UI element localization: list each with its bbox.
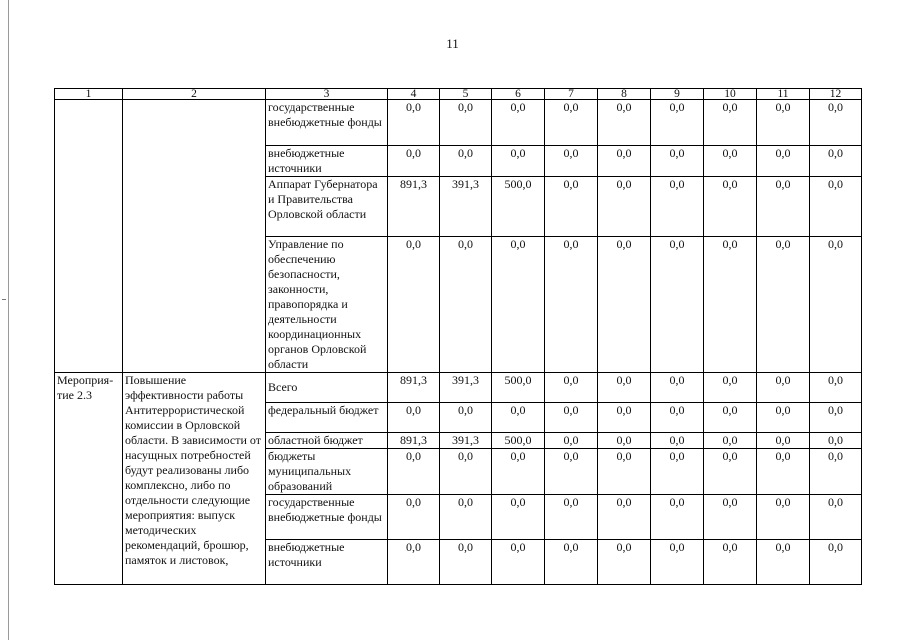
amount-cell: 0,0 [388,449,440,495]
amount-cell: 0,0 [492,449,545,495]
amount-cell: 0,0 [704,100,757,146]
amount-cell: 0,0 [545,495,598,540]
amount-cell: 0,0 [757,433,810,449]
amount-cell: 0,0 [388,100,440,146]
amount-cell: 0,0 [388,495,440,540]
amount-cell: 891,3 [388,177,440,237]
amount-cell: 0,0 [598,237,651,373]
amount-cell: 500,0 [492,373,545,403]
amount-cell: 0,0 [388,146,440,177]
empty-code-cell [55,100,123,373]
amount-cell: 0,0 [492,100,545,146]
column-header: 1 [55,89,123,100]
column-header: 3 [266,89,388,100]
amount-cell: 0,0 [651,540,704,585]
amount-cell: 0,0 [598,495,651,540]
amount-cell: 500,0 [492,433,545,449]
amount-cell: 891,3 [388,433,440,449]
amount-cell: 500,0 [492,177,545,237]
amount-cell: 0,0 [440,449,492,495]
measure-code: Мероприя-тие 2.3 [55,373,123,585]
amount-cell: 0,0 [810,237,862,373]
amount-cell: 0,0 [810,449,862,495]
amount-cell: 891,3 [388,373,440,403]
amount-cell: 391,3 [440,177,492,237]
column-header: 7 [545,89,598,100]
amount-cell: 0,0 [440,540,492,585]
amount-cell: 0,0 [704,373,757,403]
column-header: 11 [757,89,810,100]
amount-cell: 391,3 [440,433,492,449]
amount-cell: 0,0 [545,433,598,449]
budget-table [54,88,862,585]
amount-cell: 0,0 [492,495,545,540]
amount-cell: 0,0 [651,433,704,449]
amount-cell: 0,0 [598,373,651,403]
amount-cell: 0,0 [757,146,810,177]
funding-source: внебюджетные источники [266,146,388,177]
amount-cell: 0,0 [651,495,704,540]
amount-cell: 0,0 [598,100,651,146]
column-header: 12 [810,89,862,100]
amount-cell: 0,0 [598,146,651,177]
amount-cell: 0,0 [810,433,862,449]
amount-cell: 0,0 [704,433,757,449]
amount-cell: 0,0 [810,146,862,177]
amount-cell: 0,0 [545,146,598,177]
table-row [55,100,862,146]
amount-cell: 0,0 [598,403,651,433]
column-header: 5 [440,89,492,100]
funding-source: Аппарат Губернатора и Правительства Орловской области [266,177,388,237]
amount-cell: 0,0 [545,237,598,373]
measure-description: Повышение эффективности работы Антитеррористической комиссии в Орловской области. В зависимости от насущных потребностей будут реализованы либо комплексно, либо по отдельности следующие мероприятия: выпуск методических рекомендаций, брошюр, памяток и листовок, [123,373,266,585]
table-row [55,373,862,403]
amount-cell: 391,3 [440,373,492,403]
page-number: 11 [446,36,459,51]
funding-source: федеральный бюджет [266,403,388,433]
amount-cell: 0,0 [704,540,757,585]
funding-source: Управление по обеспечению безопасности, законности, правопорядка и деятельности координационных органов Орловской области [266,237,388,373]
amount-cell: 0,0 [757,373,810,403]
amount-cell: 0,0 [545,449,598,495]
amount-cell: 0,0 [545,403,598,433]
funding-source: государственные внебюджетные фонды [266,100,388,146]
page-left-edge [8,0,9,640]
amount-cell: 0,0 [440,495,492,540]
funding-source: государственные внебюджетные фонды [266,495,388,540]
funding-source: бюджеты муниципальных образований [266,449,388,495]
amount-cell: 0,0 [757,449,810,495]
amount-cell: 0,0 [492,146,545,177]
amount-cell: 0,0 [810,403,862,433]
amount-cell: 0,0 [598,449,651,495]
amount-cell: 0,0 [810,495,862,540]
amount-cell: 0,0 [704,403,757,433]
amount-cell: 0,0 [810,177,862,237]
amount-cell: 0,0 [757,403,810,433]
empty-description-cell [123,100,266,373]
amount-cell: 0,0 [440,403,492,433]
amount-cell: 0,0 [704,146,757,177]
amount-cell: 0,0 [757,237,810,373]
amount-cell: 0,0 [651,146,704,177]
amount-cell: 0,0 [651,177,704,237]
amount-cell: 0,0 [545,373,598,403]
amount-cell: 0,0 [388,237,440,373]
funding-source: внебюджетные источники [266,540,388,585]
amount-cell: 0,0 [440,100,492,146]
amount-cell: 0,0 [492,237,545,373]
amount-cell: 0,0 [388,540,440,585]
amount-cell: 0,0 [598,540,651,585]
column-header: 9 [651,89,704,100]
amount-cell: 0,0 [492,403,545,433]
amount-cell: 0,0 [757,177,810,237]
column-header: 2 [123,89,266,100]
amount-cell: 0,0 [757,495,810,540]
column-header: 4 [388,89,440,100]
amount-cell: 0,0 [704,237,757,373]
amount-cell: 0,0 [440,237,492,373]
amount-cell: 0,0 [757,540,810,585]
amount-cell: 0,0 [651,237,704,373]
amount-cell: 0,0 [704,449,757,495]
amount-cell: 0,0 [810,373,862,403]
amount-cell: 0,0 [651,100,704,146]
funding-source: областной бюджет [266,433,388,449]
amount-cell: 0,0 [704,495,757,540]
amount-cell: 0,0 [388,403,440,433]
amount-cell: 0,0 [598,433,651,449]
amount-cell: 0,0 [810,100,862,146]
column-header-row [55,89,862,100]
amount-cell: 0,0 [757,100,810,146]
column-header: 10 [704,89,757,100]
amount-cell: 0,0 [545,100,598,146]
column-header: 6 [492,89,545,100]
amount-cell: 0,0 [545,540,598,585]
funding-source: Всего [266,373,388,403]
amount-cell: 0,0 [704,177,757,237]
amount-cell: 0,0 [492,540,545,585]
amount-cell: 0,0 [545,177,598,237]
column-header: 8 [598,89,651,100]
amount-cell: 0,0 [598,177,651,237]
amount-cell: 0,0 [651,373,704,403]
amount-cell: 0,0 [440,146,492,177]
amount-cell: 0,0 [810,540,862,585]
amount-cell: 0,0 [651,449,704,495]
amount-cell: 0,0 [651,403,704,433]
scan-mark [2,299,6,300]
